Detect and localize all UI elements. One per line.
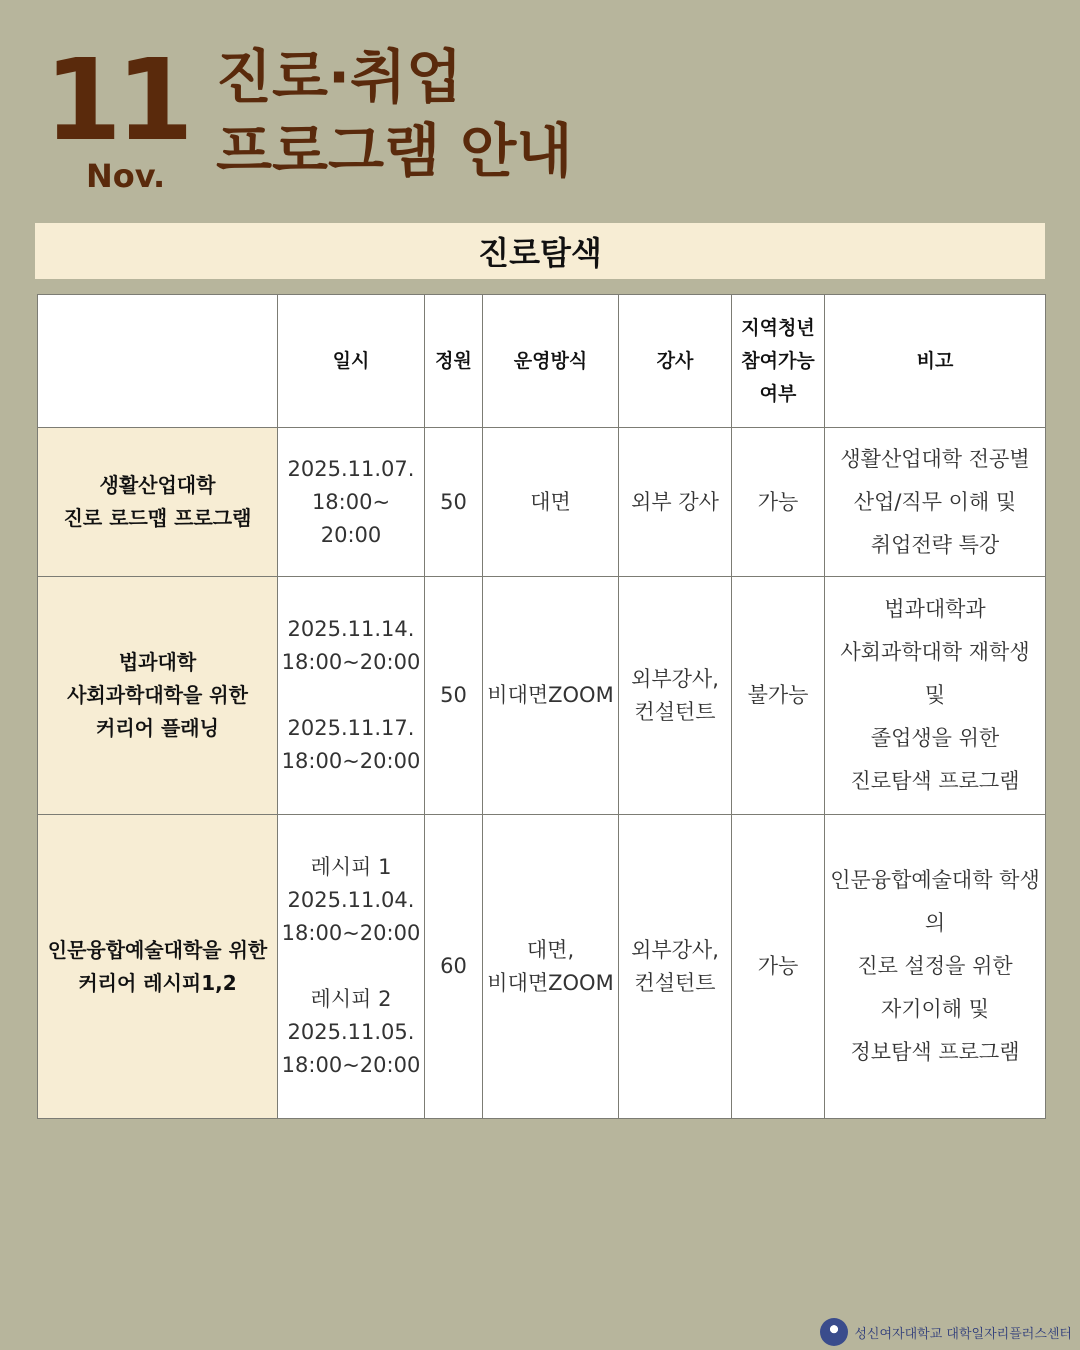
mode-line: 비대면ZOOM xyxy=(487,970,614,995)
remarks-line: 법과대학과 xyxy=(884,597,986,621)
capacity-cell: 60 xyxy=(425,815,483,1119)
schedule-time: 18:00~20:00 xyxy=(281,749,421,773)
mode-line: 대면, xyxy=(526,937,575,962)
program-name-line: 커리어 플래닝 xyxy=(96,716,219,740)
regional-cell: 가능 xyxy=(732,428,825,577)
remarks-line: 졸업생을 위한 xyxy=(870,726,1000,750)
header-datetime: 일시 xyxy=(278,295,425,428)
program-name-line: 사회과학대학을 위한 xyxy=(67,683,248,707)
program-name xyxy=(38,815,278,1119)
program-name-line: 생활산업대학 xyxy=(99,473,216,497)
capacity-cell: 50 xyxy=(425,577,483,815)
schedule-date: 2025.11.05. xyxy=(287,1020,415,1044)
remarks-cell xyxy=(825,577,1046,815)
header-regional-youth xyxy=(732,295,825,428)
page-title xyxy=(216,40,572,188)
program-name-line: 커리어 레시피1,2 xyxy=(78,970,237,995)
program-name-line: 인문융합예술대학을 위한 xyxy=(47,937,268,962)
footer xyxy=(820,1316,1072,1348)
regional-cell: 불가능 xyxy=(732,577,825,815)
table-row xyxy=(38,815,1046,1119)
header-instructor: 강사 xyxy=(619,295,732,428)
capacity-cell: 50 xyxy=(425,428,483,577)
remarks-line: 진로탐색 프로그램 xyxy=(850,769,1020,793)
instructor-line: 외부강사, xyxy=(631,666,719,691)
schedule-time: 18:00~20:00 xyxy=(281,650,421,674)
table-row xyxy=(38,577,1046,815)
date-day: 11 xyxy=(44,36,188,166)
session-label: 레시피 1 xyxy=(310,855,392,879)
schedule-time: 18:00~ 20:00 xyxy=(311,489,391,547)
instructor-cell xyxy=(619,577,732,815)
remarks-line: 취업전략 특강 xyxy=(870,532,1000,557)
schedule-date: 2025.11.04. xyxy=(287,888,415,912)
header-mode: 운영방식 xyxy=(483,295,619,428)
schedule-table xyxy=(37,294,1046,1119)
remarks-cell xyxy=(825,428,1046,577)
header-regional-youth-line2: 참여가능 xyxy=(741,349,815,372)
date-month: Nov. xyxy=(86,157,166,195)
mode-cell xyxy=(483,815,619,1119)
remarks-line: 인문융합예술대학 학생의 xyxy=(830,868,1040,935)
schedule-time: 18:00~20:00 xyxy=(281,921,421,945)
regional-cell: 가능 xyxy=(732,815,825,1119)
instructor-line: 외부강사, xyxy=(631,937,719,962)
program-name-line: 법과대학 xyxy=(118,650,197,674)
footer-text: 성신여자대학교 대학일자리플러스센터 xyxy=(854,1326,1072,1342)
instructor-line: 컨설턴트 xyxy=(634,699,716,724)
remarks-line: 진로 설정을 위한 xyxy=(857,954,1013,978)
remarks-line: 사회과학대학 재학생 및 xyxy=(840,640,1030,707)
program-name xyxy=(38,577,278,815)
instructor-cell xyxy=(619,428,732,577)
schedule-datetime xyxy=(278,577,425,815)
mode-line: 대면 xyxy=(530,489,571,514)
remarks-cell xyxy=(825,815,1046,1119)
remarks-line: 정보탐색 프로그램 xyxy=(850,1040,1020,1064)
program-name-line: 진로 로드맵 프로그램 xyxy=(63,506,252,530)
mode-line: 비대면ZOOM xyxy=(487,683,614,707)
mode-cell xyxy=(483,577,619,815)
remarks-line: 산업/직무 이해 및 xyxy=(853,489,1017,514)
section-title: 진로탐색 xyxy=(35,223,1045,279)
instructor-line: 컨설턴트 xyxy=(634,970,716,995)
schedule-datetime xyxy=(278,815,425,1119)
table-row xyxy=(38,428,1046,577)
header-capacity: 정원 xyxy=(425,295,483,428)
header-regional-youth-line1: 지역청년 xyxy=(741,316,815,339)
header-remarks: 비고 xyxy=(825,295,1046,428)
instructor-cell xyxy=(619,815,732,1119)
schedule-date: 2025.11.14. xyxy=(287,617,415,641)
session-label: 레시피 2 xyxy=(310,987,392,1011)
schedule-date: 2025.11.07. xyxy=(287,456,415,481)
header-regional-youth-line3: 여부 xyxy=(759,382,797,405)
remarks-line: 생활산업대학 전공별 xyxy=(840,446,1030,471)
schedule-date: 2025.11.17. xyxy=(287,716,415,740)
schedule-time: 18:00~20:00 xyxy=(281,1053,421,1077)
program-name xyxy=(38,428,278,577)
page-title-line2: 프로그램 안내 xyxy=(216,117,573,185)
remarks-line: 자기이해 및 xyxy=(880,997,990,1021)
header-program xyxy=(38,295,278,428)
instructor-line: 외부 강사 xyxy=(631,489,719,514)
schedule-datetime xyxy=(278,428,425,577)
university-emblem-icon xyxy=(820,1318,848,1346)
mode-cell xyxy=(483,428,619,577)
table-header-row xyxy=(38,295,1046,428)
page-title-line1: 진로·취업 xyxy=(216,43,463,111)
